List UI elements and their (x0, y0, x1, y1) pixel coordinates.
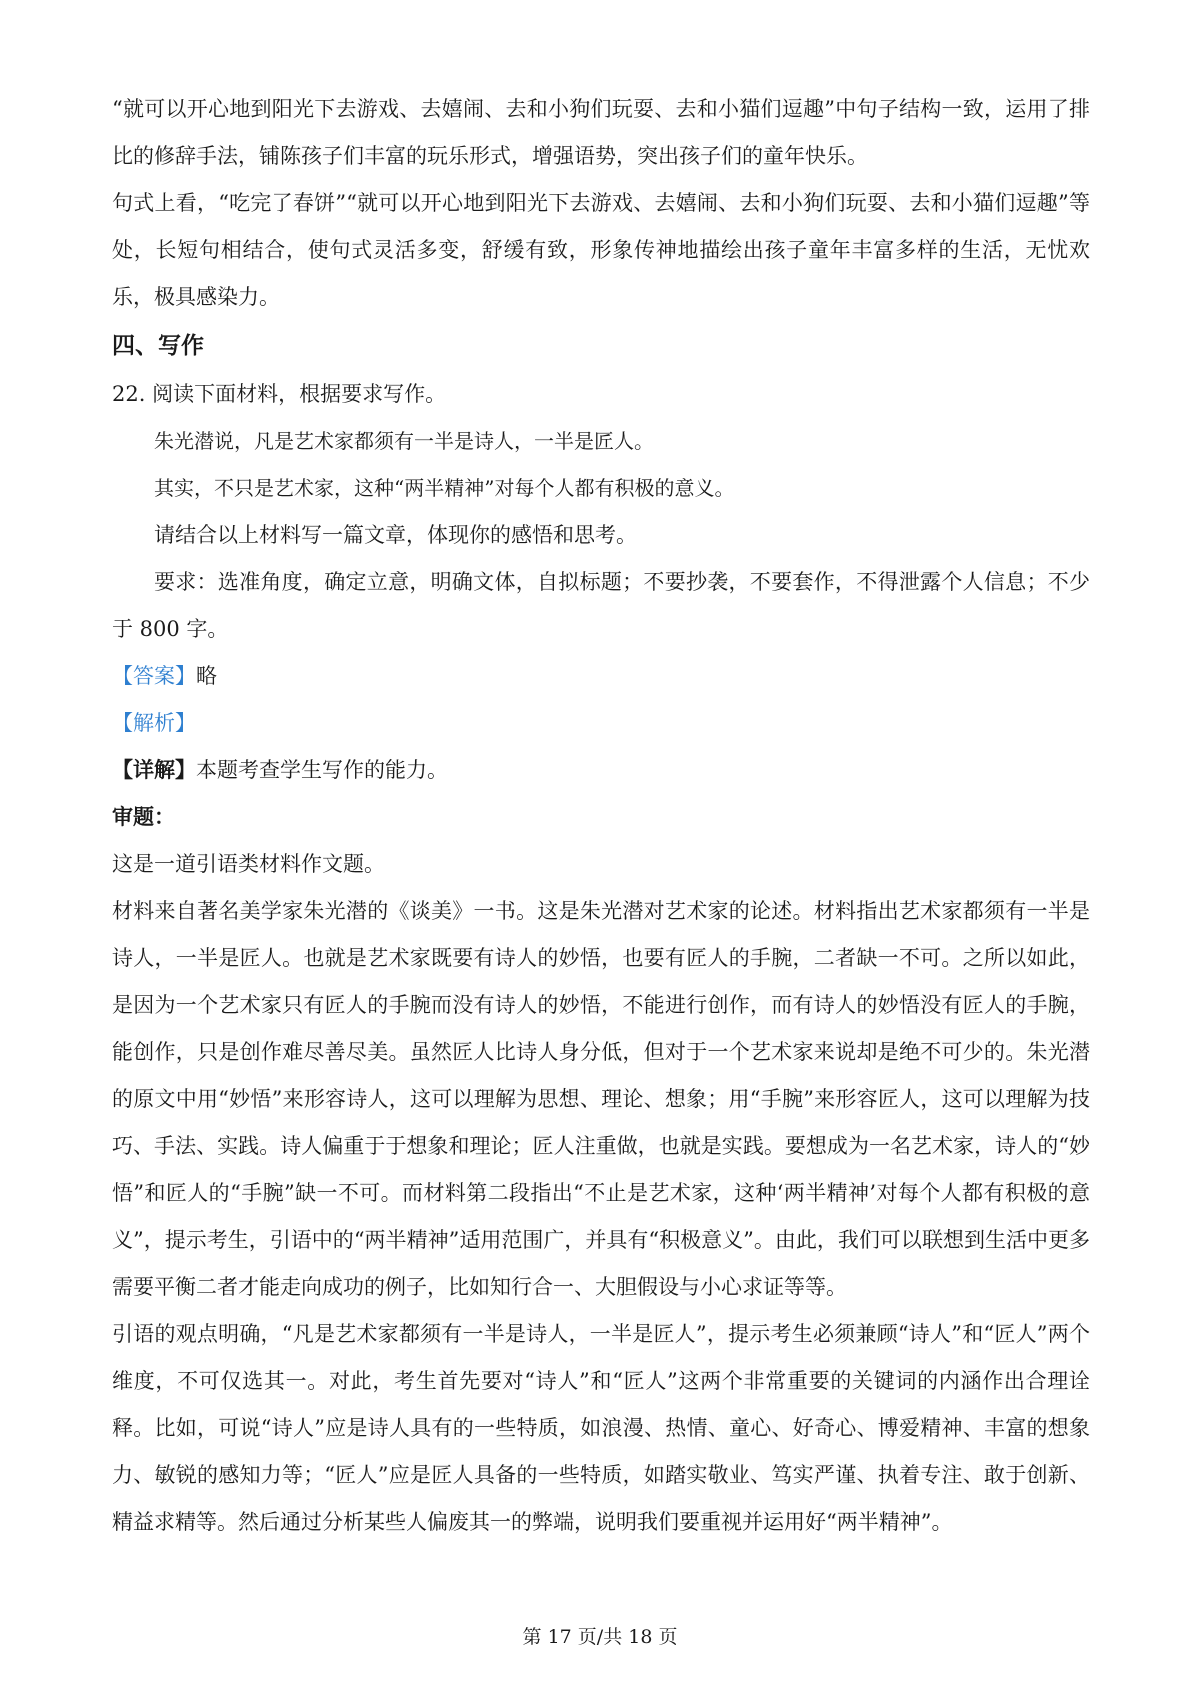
answer-tag: 【答案】 (112, 664, 196, 688)
answer-text: 略 (196, 664, 217, 688)
question-instruction: 请结合以上材料写一篇文章，体现你的感悟和思考。 (154, 523, 637, 547)
review-heading: 审题： (112, 805, 175, 829)
detail-line (112, 747, 1090, 794)
page-number-footer: 第 17 页/共 18 页 (522, 1626, 678, 1648)
detail-text: 本题考查学生写作的能力。 (196, 758, 448, 782)
question-requirement: 要求：选准角度，确定立意，明确文体，自拟标题；不要抄袭，不要套作，不得泄露个人信息；不少于 800 字。 (112, 570, 1090, 641)
analysis-tag: 【解析】 (112, 711, 196, 735)
analysis-line (112, 700, 1090, 747)
section-heading: 四、写作 (112, 333, 204, 359)
answer-line (112, 653, 1090, 700)
body-paragraph: 句式上看，“吃完了春饼”“就可以开心地到阳光下去游戏、去嬉闹、去和小狗们玩耍、去和小猫们逗趣”等处，长短句相结合，使句式灵活多变，舒缓有致，形象传神地描绘出孩子童年丰富多样的生活，无忧欢乐，极具感染力。 (112, 191, 1090, 309)
body-paragraph: “就可以开心地到阳光下去游戏、去嬉闹、去和小狗们玩耍、去和小猫们逗趣”中句子结构一致，运用了排比的修辞手法，铺陈孩子们丰富的玩乐形式，增强语势，突出孩子们的童年快乐。 (112, 97, 1090, 168)
document-page (112, 86, 1090, 1546)
review-line: 这是一道引语类材料作文题。 (112, 852, 385, 876)
detail-tag: 【详解】 (112, 758, 196, 782)
review-paragraph: 材料来自著名美学家朱光潜的《谈美》一书。这是朱光潜对艺术家的论述。材料指出艺术家都须有一半是诗人，一半是匠人。也就是艺术家既要有诗人的妙悟，也要有匠人的手腕，二者缺一不可。之所以如此，是因为一个艺术家只有匠人的手腕而没有诗人的妙悟，不能进行创作，而有诗人的妙悟没有匠人的手腕，能创作，只是创作难尽善尽美。虽然匠人比诗人身分低，但对于一个艺术家来说却是绝不可少的。朱光潜的原文中用“妙悟”来形容诗人，这可以理解为思想、理论、想象；用“手腕”来形容匠人，这可以理解为技巧、手法、实践。诗人偏重于于想象和理论；匠人注重做，也就是实践。要想成为一名艺术家，诗人的“妙悟”和匠人的“手腕”缺一不可。而材料第二段指出“不止是艺术家，这种‘两半精神’对每个人都有积极的意义”，提示考生，引语中的“两半精神”适用范围广，并具有“积极意义”。由此，我们可以联想到生活中更多需要平衡二者才能走向成功的例子，比如知行合一、大胆假设与小心求证等等。 (112, 899, 1090, 1299)
review-paragraph: 引语的观点明确，“凡是艺术家都须有一半是诗人，一半是匠人”，提示考生必须兼顾“诗人”和“匠人”两个维度，不可仅选其一。对此，考生首先要对“诗人”和“匠人”这两个非常重要的关键词的内涵作出合理诠释。比如，可说“诗人”应是诗人具有的一些特质，如浪漫、热情、童心、好奇心、博爱精神、丰富的想象力、敏锐的感知力等；“匠人”应是匠人具备的一些特质，如踏实敬业、笃实严谨、执着专注、敢于创新、精益求精等。然后通过分析某些人偏废其一的弊端，说明我们要重视并运用好“两半精神”。 (112, 1322, 1090, 1534)
material-line: 朱光潜说，凡是艺术家都须有一半是诗人，一半是匠人。 (154, 429, 654, 453)
material-line: 其实，不只是艺术家，这种“两半精神”对每个人都有积极的意义。 (154, 476, 735, 500)
question-prompt: 22. 阅读下面材料，根据要求写作。 (112, 382, 447, 406)
